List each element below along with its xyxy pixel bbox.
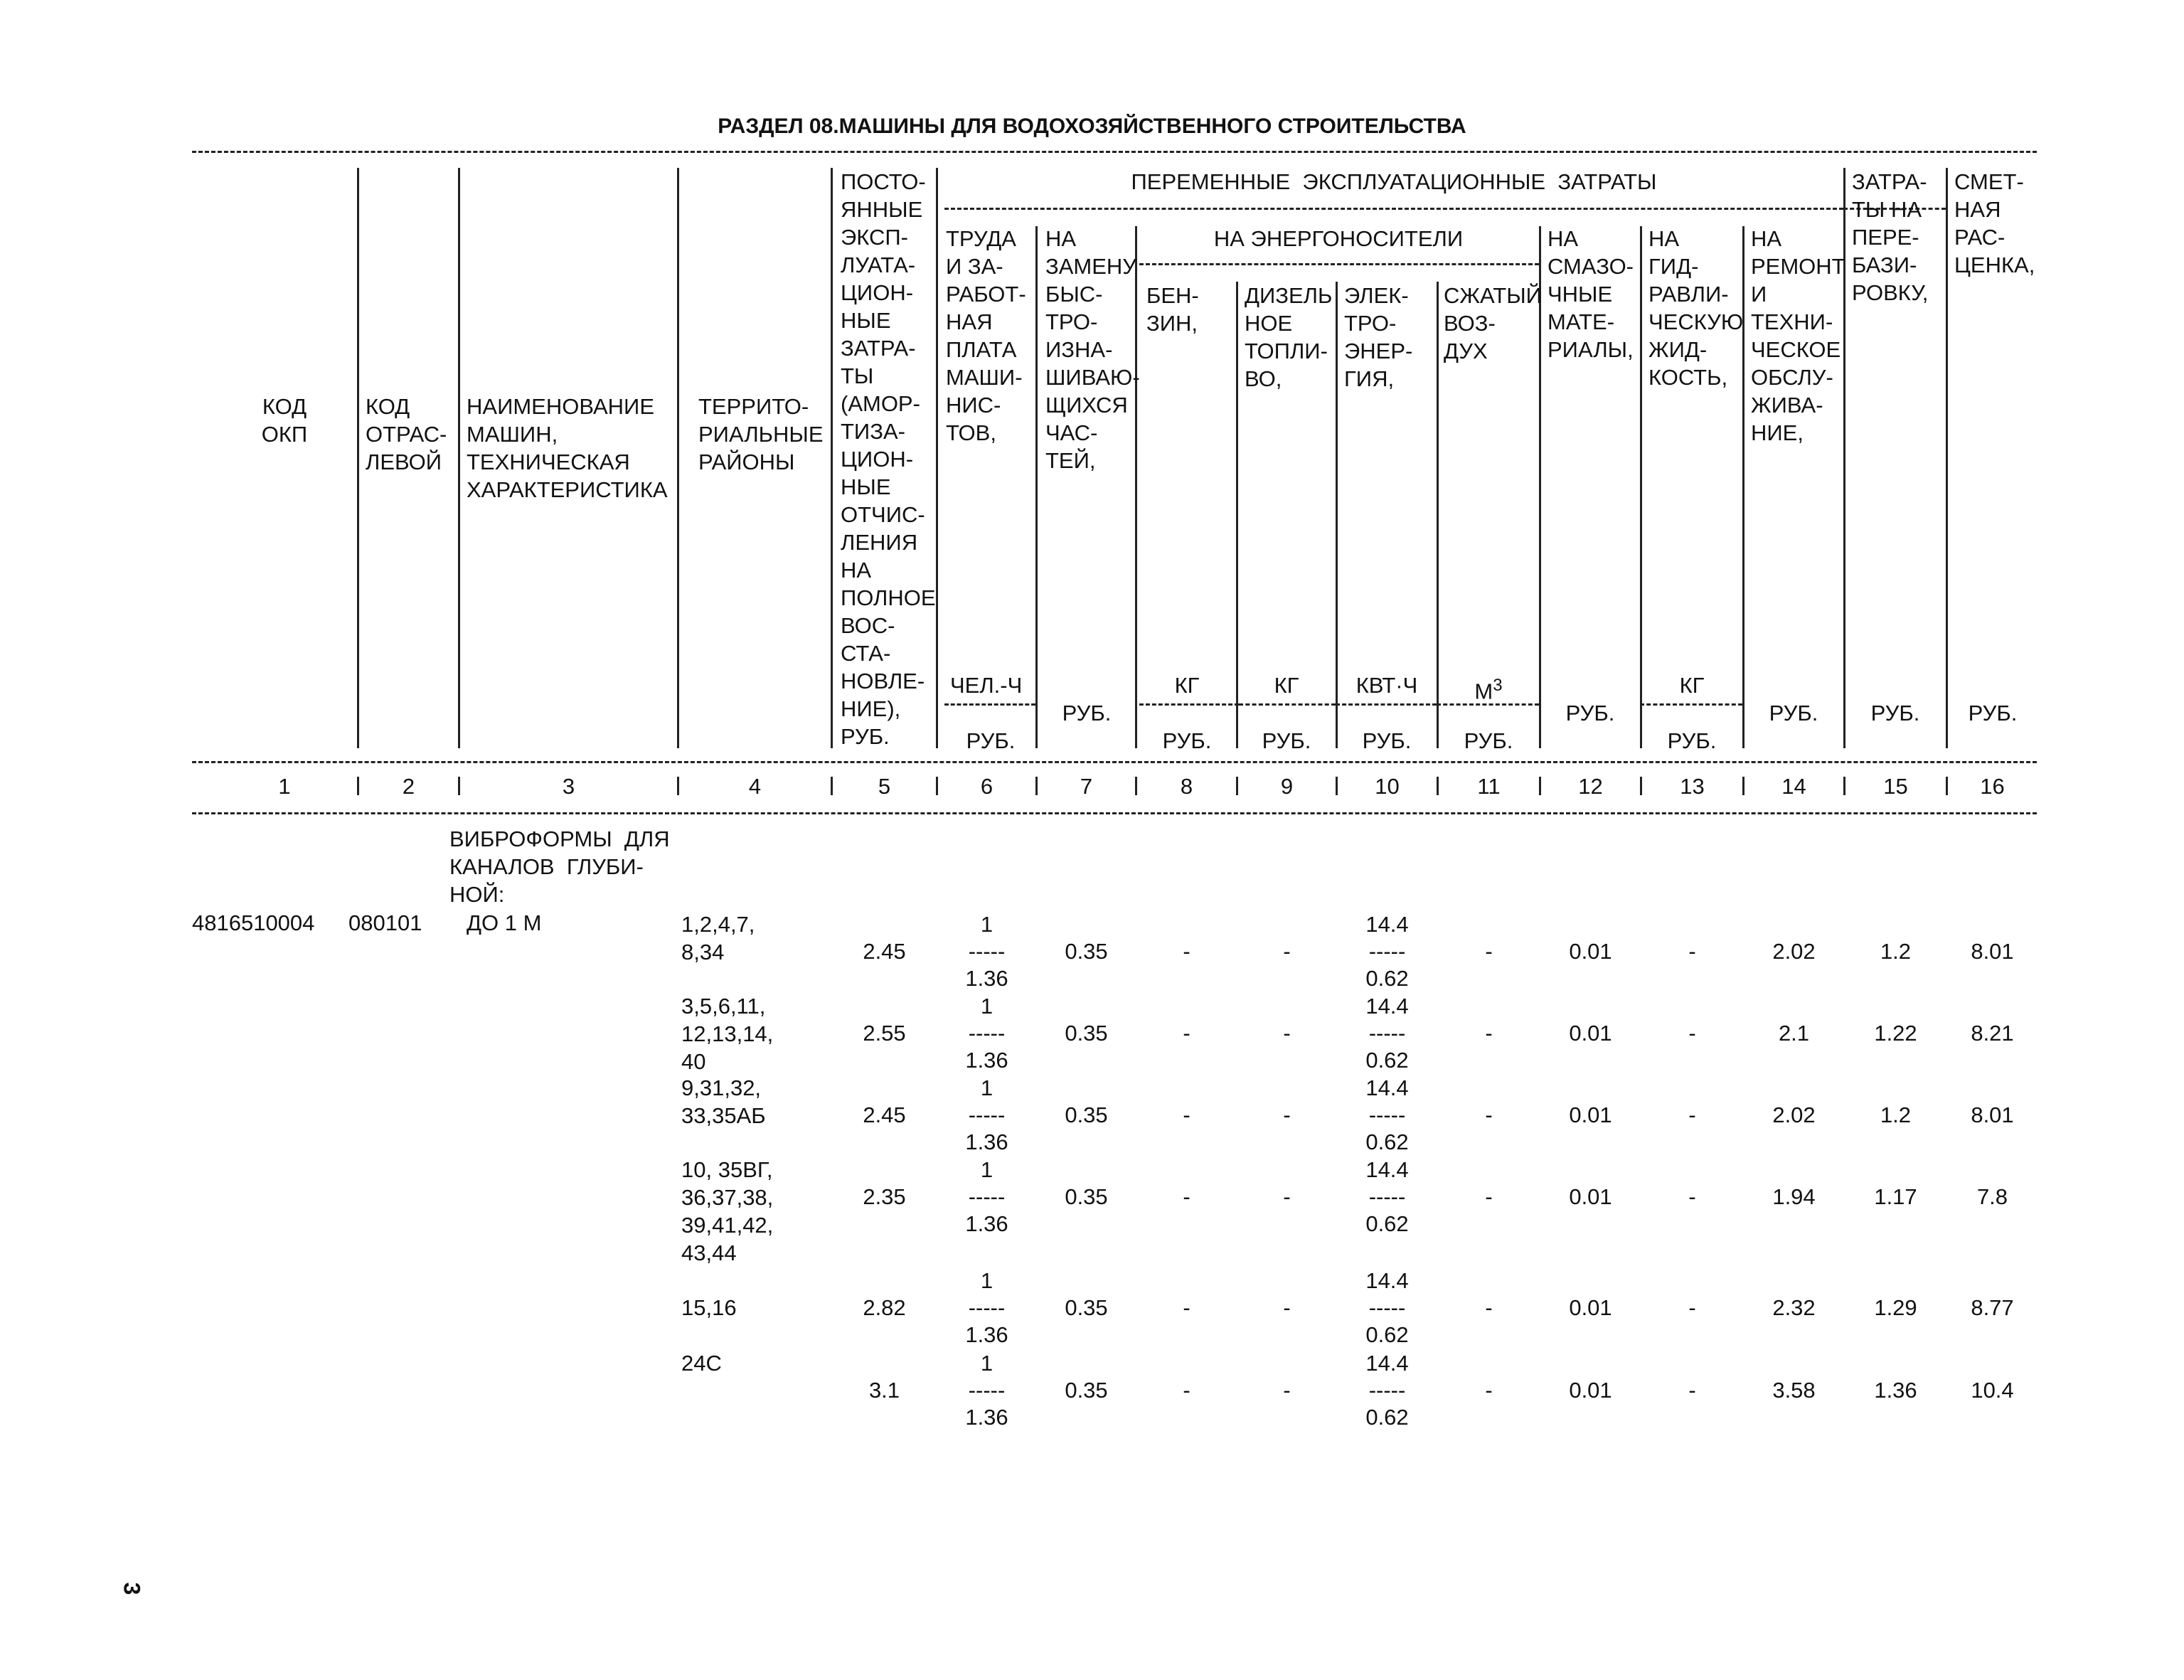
row-regions: 9,31,32, 33,35АБ [681, 1075, 766, 1128]
col-number-1: 1 [278, 774, 291, 799]
branch-code: 080101 [348, 910, 422, 935]
header-air-unit [1438, 671, 1539, 705]
row-cell-c7: 0.35 [1065, 1378, 1108, 1403]
row-cell-c11: - [1485, 1295, 1493, 1320]
row-cell-c5: 2.82 [863, 1295, 906, 1320]
row-electricity-kwh: 14.4 [1365, 912, 1409, 937]
column-numbers-rule [192, 812, 2037, 814]
row-labor-rub: 1.36 [965, 1211, 1008, 1236]
row-labor-hours: 1 [980, 1157, 994, 1182]
header-repair-unit: РУБ. [1769, 701, 1818, 725]
col-number-11: 11 [1477, 774, 1501, 799]
header-compressed-air: СЖАТЫЙ ВОЗ- ДУХ [1444, 283, 1542, 363]
row-cell-c14: 2.02 [1772, 939, 1816, 964]
col-number-3: 3 [562, 774, 575, 799]
header-petrol-unit2: РУБ. [1162, 728, 1212, 753]
row-labor-bar: ----- [968, 1102, 1006, 1127]
header-petrol: БЕН- ЗИН, [1146, 283, 1199, 336]
row-labor-hours: 1 [980, 912, 994, 937]
row-electricity-rub: 0.62 [1365, 1048, 1409, 1073]
row-cell-c14: 2.1 [1778, 1021, 1810, 1046]
row-cell-c7: 0.35 [1065, 1295, 1108, 1320]
row-cell-c12: 0.01 [1569, 1102, 1612, 1127]
row-cell-c14: 2.02 [1772, 1102, 1816, 1127]
header-hydraulic-unit2: РУБ. [1667, 728, 1717, 753]
row-cell-c11: - [1485, 939, 1493, 964]
row-cell-c8: - [1183, 939, 1190, 964]
row-cell-c14: 1.94 [1772, 1184, 1816, 1209]
row-labor-rub: 1.36 [965, 966, 1008, 991]
row-cell-c11: - [1485, 1184, 1493, 1209]
header-air-unit-sup: 3 [1493, 676, 1503, 695]
row-cell-c15: 1.2 [1880, 1102, 1912, 1127]
col-number-9: 9 [1280, 774, 1294, 799]
row-cell-c13: - [1688, 1184, 1696, 1209]
row-cell-c9: - [1283, 1021, 1291, 1046]
row-cell-c12: 0.01 [1569, 939, 1612, 964]
header-machine-name: НАИМЕНОВАНИЕ МАШИН, ТЕХНИЧЕСКАЯ ХАРАКТЕРИСТИКА [467, 394, 668, 502]
col-number-2: 2 [402, 774, 415, 799]
row-electricity-bar: ----- [1368, 1378, 1406, 1403]
row-labor-hours: 1 [980, 1351, 994, 1376]
header-hydraulic-fluid: НА ГИД- РАВЛИ- ЧЕСКУЮ ЖИД- КОСТЬ, [1648, 226, 1744, 390]
row-labor-rub: 1.36 [965, 1129, 1008, 1154]
col8-unit-rule [1139, 703, 1239, 706]
row-cell-c15: 1.22 [1874, 1021, 1917, 1046]
col-number-5: 5 [878, 774, 891, 799]
row-cell-c11: - [1485, 1378, 1493, 1403]
header-air-unit-base: М [1474, 679, 1493, 704]
row-cell-c7: 0.35 [1065, 939, 1108, 964]
row-cell-c14: 3.58 [1772, 1378, 1816, 1403]
row-electricity-bar: ----- [1368, 1102, 1406, 1127]
row-cell-c16: 10.4 [1971, 1378, 2014, 1403]
row-electricity-kwh: 14.4 [1365, 1351, 1409, 1376]
col9-unit-rule [1239, 703, 1336, 706]
row-cell-c8: - [1183, 1295, 1190, 1320]
header-labor: ТРУДА И ЗА- РАБОТ- НАЯ ПЛАТА МАШИ- НИС- ТОВ, [946, 226, 1026, 445]
header-air-unit2: РУБ. [1464, 728, 1513, 753]
row-cell-c13: - [1688, 1378, 1696, 1403]
row-electricity-rub: 0.62 [1365, 1405, 1409, 1430]
row-regions: 10, 35ВГ, 36,37,38, 39,41,42, 43,44 [681, 1157, 774, 1265]
header-branch-code: КОД ОТРАС- ЛЕВОЙ [366, 394, 447, 474]
col-number-10: 10 [1375, 774, 1400, 799]
row-cell-c13: - [1688, 1295, 1696, 1320]
row-electricity-bar: ----- [1368, 1295, 1406, 1320]
header-lubricants: НА СМАЗО- ЧНЫЕ МАТЕ- РИАЛЫ, [1548, 226, 1634, 362]
header-electricity-unit2: РУБ. [1362, 728, 1412, 753]
col-number-6: 6 [980, 774, 994, 799]
row-cell-c15: 1.29 [1874, 1295, 1917, 1320]
row-cell-c12: 0.01 [1569, 1295, 1612, 1320]
header-electricity-unit: КВТ·Ч [1355, 673, 1418, 698]
row-cell-c16: 8.01 [1971, 939, 2014, 964]
row-labor-bar: ----- [968, 1021, 1006, 1046]
row-cell-c8: - [1183, 1021, 1190, 1046]
header-electricity: ЭЛЕК- ТРО- ЭНЕР- ГИЯ, [1344, 283, 1413, 391]
header-labor-unit: ЧЕЛ.-Ч [950, 673, 1023, 698]
row-cell-c15: 1.2 [1880, 939, 1912, 964]
row-cell-c5: 2.45 [863, 939, 906, 964]
row-cell-c16: 8.77 [1971, 1295, 2014, 1320]
row-electricity-rub: 0.62 [1365, 1129, 1409, 1154]
row-labor-rub: 1.36 [965, 1405, 1008, 1430]
row-cell-c9: - [1283, 939, 1291, 964]
header-diesel-unit2: РУБ. [1262, 728, 1311, 753]
section-title: РАЗДЕЛ 08.МАШИНЫ ДЛЯ ВОДОХОЗЯЙСТВЕННОГО СТРОИТЕЛЬСТВА [718, 115, 1466, 138]
col-number-14: 14 [1781, 774, 1806, 799]
header-regions: ТЕРРИТО- РИАЛЬНЫЕ РАЙОНЫ [698, 394, 824, 474]
row-electricity-bar: ----- [1368, 1184, 1406, 1209]
col-number-12: 12 [1578, 774, 1603, 799]
row-cell-c12: 0.01 [1569, 1021, 1612, 1046]
row-electricity-kwh: 14.4 [1365, 994, 1409, 1019]
row-cell-c7: 0.35 [1065, 1184, 1108, 1209]
header-top-rule [192, 151, 2037, 153]
header-diesel-unit: КГ [1274, 673, 1299, 698]
row-cell-c11: - [1485, 1102, 1493, 1127]
row-electricity-rub: 0.62 [1365, 1322, 1409, 1347]
row-regions: 3,5,6,11, 12,13,14, 40 [681, 994, 774, 1074]
col6-unit-rule [944, 703, 1035, 706]
header-repair: НА РЕМОНТ И ТЕХНИ- ЧЕСКОЕ ОБСЛУ- ЖИВА- НИЕ, [1751, 226, 1845, 445]
row-labor-hours: 1 [980, 1268, 994, 1293]
energy-rule [1139, 263, 1539, 265]
row-cell-c13: - [1688, 1021, 1696, 1046]
row-cell-c13: - [1688, 1102, 1696, 1127]
row-cell-c8: - [1183, 1184, 1190, 1209]
row-labor-hours: 1 [980, 994, 994, 1019]
header-variable-costs: ПЕРЕМЕННЫЕ ЭКСПЛУАТАЦИОННЫЕ ЗАТРАТЫ [1131, 169, 1657, 194]
row-cell-c15: 1.17 [1874, 1184, 1917, 1209]
row-cell-c9: - [1283, 1295, 1291, 1320]
page-number: 3 [119, 1582, 145, 1595]
machine-group-name: ВИБРОФОРМЫ ДЛЯ КАНАЛОВ ГЛУБИ- НОЙ: [449, 826, 670, 907]
row-labor-bar: ----- [968, 1295, 1006, 1320]
okp-code: 4816510004 [192, 910, 315, 935]
row-cell-c8: - [1183, 1378, 1190, 1403]
row-labor-rub: 1.36 [965, 1048, 1008, 1073]
row-cell-c8: - [1183, 1102, 1190, 1127]
row-cell-c15: 1.36 [1874, 1378, 1917, 1403]
row-cell-c5: 2.55 [863, 1021, 906, 1046]
col-number-16: 16 [1980, 774, 2005, 799]
row-cell-c16: 7.8 [1976, 1184, 2008, 1209]
row-cell-c11: - [1485, 1021, 1493, 1046]
row-labor-hours: 1 [980, 1075, 994, 1100]
header-relocation: ЗАТРА- ТЫ НА ПЕРЕ- БАЗИ- РОВКУ, [1852, 169, 1929, 305]
header-petrol-unit: КГ [1174, 673, 1200, 698]
col13-unit-rule [1640, 703, 1742, 706]
row-electricity-bar: ----- [1368, 939, 1406, 964]
row-cell-c12: 0.01 [1569, 1184, 1612, 1209]
header-estimate-unit: РУБ. [1968, 701, 2018, 725]
header-energy: НА ЭНЕРГОНОСИТЕЛИ [1213, 226, 1464, 251]
header-relocation-unit: РУБ. [1870, 701, 1920, 725]
header-lubricants-unit: РУБ. [1565, 701, 1615, 725]
row-cell-c13: - [1688, 939, 1696, 964]
row-cell-c16: 8.01 [1971, 1102, 2014, 1127]
header-parts: НА ЗАМЕНУ БЫС- ТРО- ИЗНА- ШИВАЮ- ЩИХСЯ ЧАС- ТЕЙ, [1045, 226, 1140, 473]
row-cell-c9: - [1283, 1184, 1291, 1209]
header-diesel: ДИЗЕЛЬ НОЕ ТОПЛИ- ВО, [1245, 283, 1333, 391]
row-cell-c14: 2.32 [1772, 1295, 1816, 1320]
header-fixed-costs: ПОСТО- ЯННЫЕ ЭКСП- ЛУАТА- ЦИОН- НЫЕ ЗАТРА- ТЫ (АМОР- ТИЗА- ЦИОН- НЫЕ ОТЧИС- ЛЕНИЯ НА ПОЛНОЕ ВОС- СТА- НОВЛЕ- НИЕ), РУБ. [841, 169, 936, 749]
col10-unit-rule [1336, 703, 1437, 706]
row-electricity-rub: 0.62 [1365, 966, 1409, 991]
col-number-8: 8 [1180, 774, 1193, 799]
header-parts-unit: РУБ. [1062, 701, 1112, 725]
row-cell-c7: 0.35 [1065, 1102, 1108, 1127]
col-number-7: 7 [1080, 774, 1093, 799]
row-cell-c16: 8.21 [1971, 1021, 2014, 1046]
variable-costs-rule [944, 208, 1843, 210]
col-number-15: 15 [1883, 774, 1908, 799]
row-electricity-kwh: 14.4 [1365, 1157, 1409, 1182]
row-regions: 15,16 [681, 1295, 737, 1320]
row-electricity-kwh: 14.4 [1365, 1268, 1409, 1293]
header-labor-unit2: РУБ. [966, 728, 1016, 753]
row-electricity-rub: 0.62 [1365, 1211, 1409, 1236]
row-labor-bar: ----- [968, 1184, 1006, 1209]
header-estimate: СМЕТ- НАЯ РАС- ЦЕНКА, [1954, 169, 2035, 277]
row-cell-c5: 3.1 [868, 1378, 900, 1403]
row-labor-rub: 1.36 [965, 1322, 1008, 1347]
header-okp-code: КОД ОКП [261, 394, 308, 447]
header-hydraulic-unit: КГ [1679, 673, 1705, 698]
header-bottom-rule [192, 761, 2037, 763]
row-labor-bar: ----- [968, 939, 1006, 964]
col-number-13: 13 [1680, 774, 1705, 799]
row-regions: 24С [681, 1351, 722, 1376]
row-cell-c5: 2.45 [863, 1102, 906, 1127]
row-electricity-bar: ----- [1368, 1021, 1406, 1046]
row-cell-c5: 2.35 [863, 1184, 906, 1209]
row-regions: 1,2,4,7, 8,34 [681, 912, 755, 964]
row-cell-c9: - [1283, 1102, 1291, 1127]
col-number-4: 4 [748, 774, 762, 799]
row-cell-c7: 0.35 [1065, 1021, 1108, 1046]
row-cell-c12: 0.01 [1569, 1378, 1612, 1403]
row-labor-bar: ----- [968, 1378, 1006, 1403]
row-cell-c9: - [1283, 1378, 1291, 1403]
machine-name: ДО 1 М [467, 910, 542, 935]
row-electricity-kwh: 14.4 [1365, 1075, 1409, 1100]
